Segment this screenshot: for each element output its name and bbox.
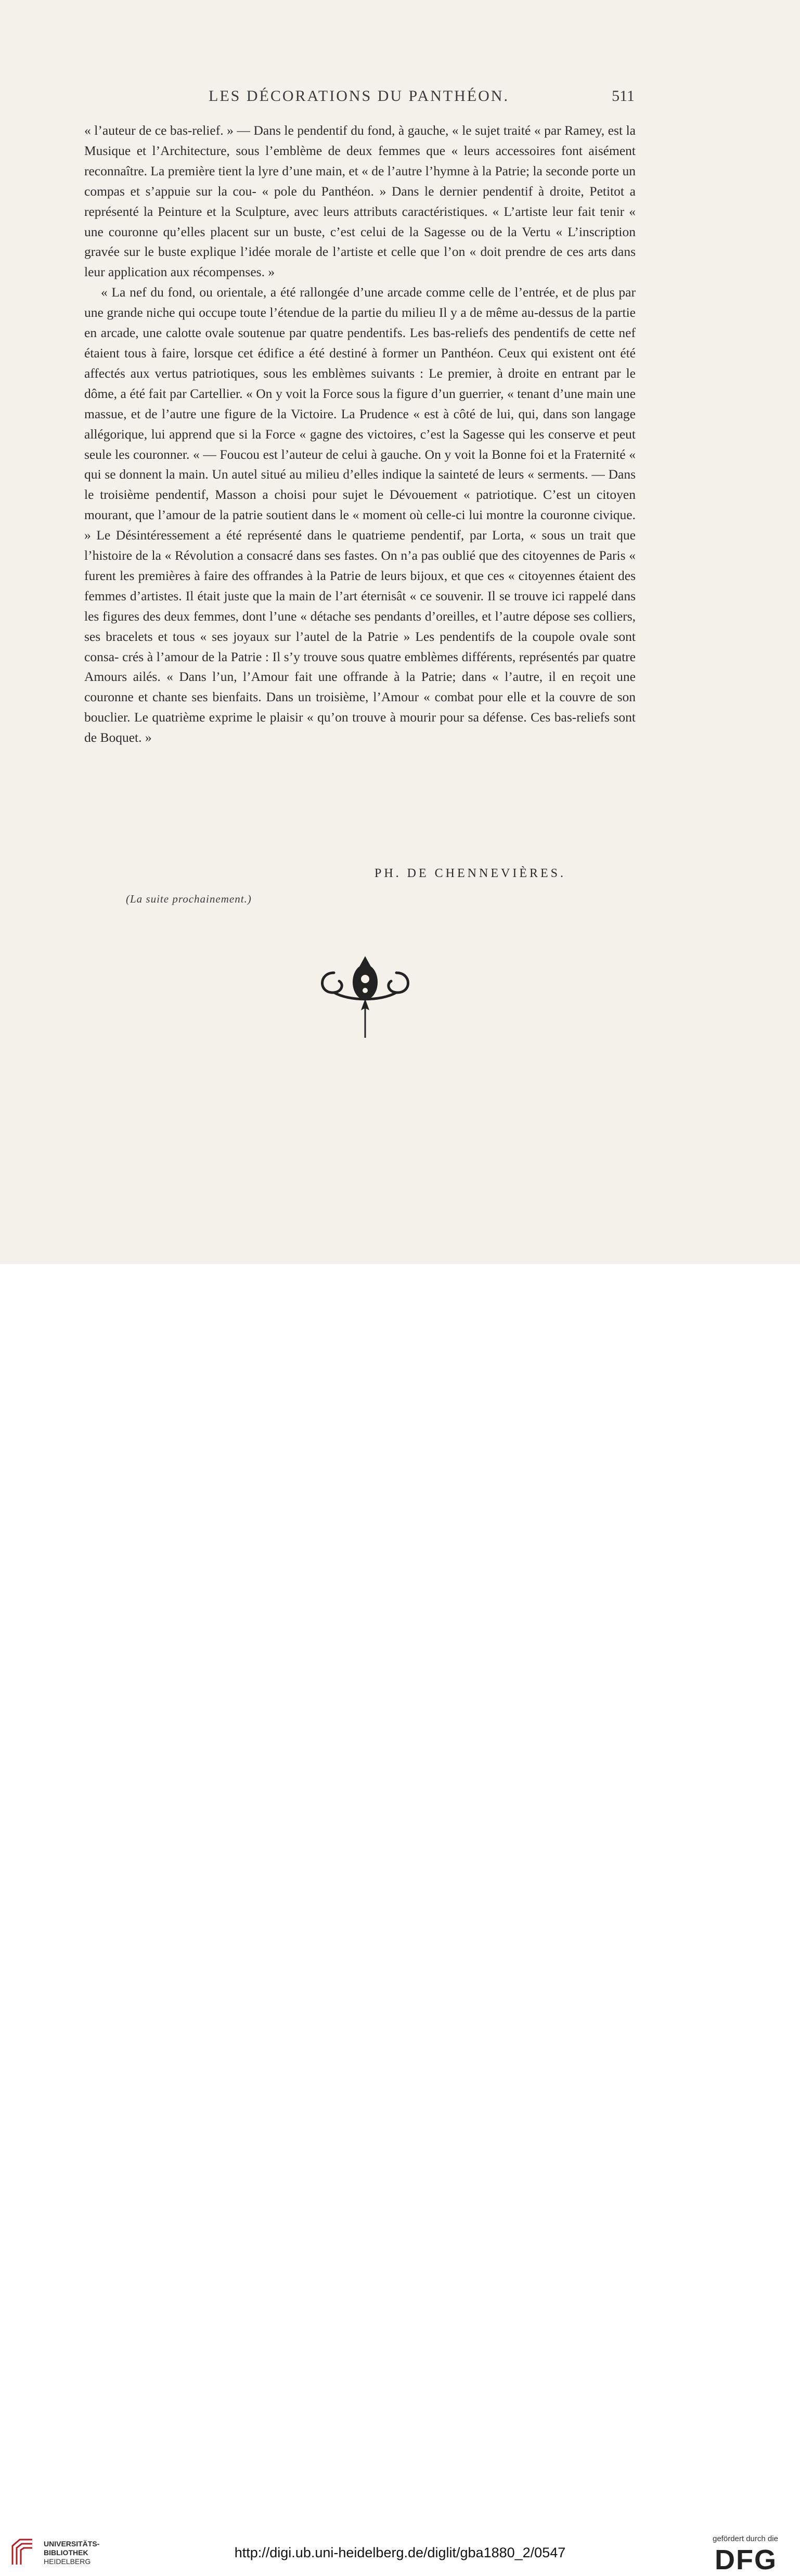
funding-caption: gefördert durch die xyxy=(713,2534,778,2543)
page-number: 511 xyxy=(612,87,635,105)
library-line-3: HEIDELBERG xyxy=(44,2557,91,2566)
fleuron-ornament-icon xyxy=(313,952,417,1040)
source-url-link[interactable]: http://digi.ub.uni-heidelberg.de/diglit/gba1880_2/0547 xyxy=(234,2545,566,2560)
library-line-1: UNIVERSITÄTS- xyxy=(44,2540,100,2548)
author-signature: PH. DE CHENNEVIÈRES. xyxy=(375,867,566,880)
article-body xyxy=(84,121,636,748)
dfg-logo: DFG xyxy=(715,2544,777,2575)
continuation-note: (La suite prochainement.) xyxy=(126,893,252,905)
library-line-2: BIBLIOTHEK xyxy=(44,2548,88,2557)
paragraph-2: « La nef du fond, ou orientale, a été rallongée d’une arcade comme celle de l’entrée, et de plus par une grande niche qui occupe toute l’étendue de la partie du milieu Il y a de même au-dessus de la partie en arcade, une calotte ovale soutenue par quatre pendentifs. Les bas-reliefs des pendentifs de cette nef étaient tous à faire, lorsque cet édifice a été destiné à former un Panthéon. Ceux qui existent ont été affectés aux vertus patriotiques, sous les emblèmes suivants : Le premier, à droite en entrant par le dôme, a été fait par Cartellier. « On y voit la Force sous la figure d’un guerrier, « tenant d’une main une massue, et de l’autre une figure de la Victoire. La Prudence « est à côté de lui, qui, dans son langage allégorique, lui apprend que si la Force « gagne des victoires, c’est la Sagesse qui les conserve et peut seule les couronner. « — Foucou est l’auteur de celui à gauche. On y voit la Bonne foi et la Fraternité « qui se donnent la main. Un autel situé au milieu d’elles indique la sainteté de leurs « serments. — Dans le troisième pendentif, Masson a choisi pour sujet le Dévouement « patriotique. C’est un citoyen mourant, que l’amour de la patrie soutient dans le « moment où celle-ci lui montre la couronne civique. » Le Désintéressement a été représenté dans le quatrieme pendentif, par Lorta, « sous un trait que l’histoire de la « Révolution a consacré dans ses fastes. On n’a pas oublié que des citoyennes de Paris « furent les premières à faire des offrandes à la Patrie de leurs bijoux, et que ces « citoyennes étaient des femmes d’artistes. Il était juste que la main de l’art éternisât « ce souvenir. Il se trouve ici rappelé dans les figures des deux femmes, dont l’une « détache ses pendants d’oreilles, et l’autre dépose ses colliers, ses bracelets et tous « ses joyaux sur l’autel de la Patrie » Les pendentifs de la coupole ovale sont consa- crés à l’amour de la Patrie : Il s’y trouve sous quatre emblèmes différents, représentés par quatre Amours ailés. « Dans l’un, l’Amour fait une offrande à la Patrie; dans « l’autre, il en reçoit une couronne et chante ses bienfaits. Dans un troisième, l’Amour « combat pour elle et la couvre de son bouclier. Le quatrième exprime le plaisir « qu’on trouve à mourir pour sa défense. Ces bas-reliefs sont de Boquet. » xyxy=(84,285,636,745)
footer-bar xyxy=(0,1264,800,2575)
scanned-page xyxy=(0,0,800,1264)
paragraph-1: « l’auteur de ce bas-relief. » — Dans le pendentif du fond, à gauche, « le sujet traité « par Ramey, est la Musique et l’Architecture, sous l’emblème de deux femmes que « leurs accessoires font aisément reconnaître. La première tient la lyre d’une main, et « de l’autre l’hymne à la Patrie; la seconde porte un compas et s’appuie sur la cou- « pole du Panthéon. » Dans le dernier pendentif à droite, Petitot a représenté la Peinture et la Sculpture, avec leurs attributs caractéristiques. « L’artiste leur fait tenir « une couronne qu’elles placent sur un buste, c’est celui de la Sagesse ou de la Vertu « L’inscription gravée sur le buste explique l’idée morale de l’artiste et celle que l’on « doit prendre de ces arts dans leur application aux récompenses. » xyxy=(84,123,636,280)
running-head-title: LES DÉCORATIONS DU PANTHÉON. xyxy=(209,87,509,105)
running-head xyxy=(83,87,635,108)
